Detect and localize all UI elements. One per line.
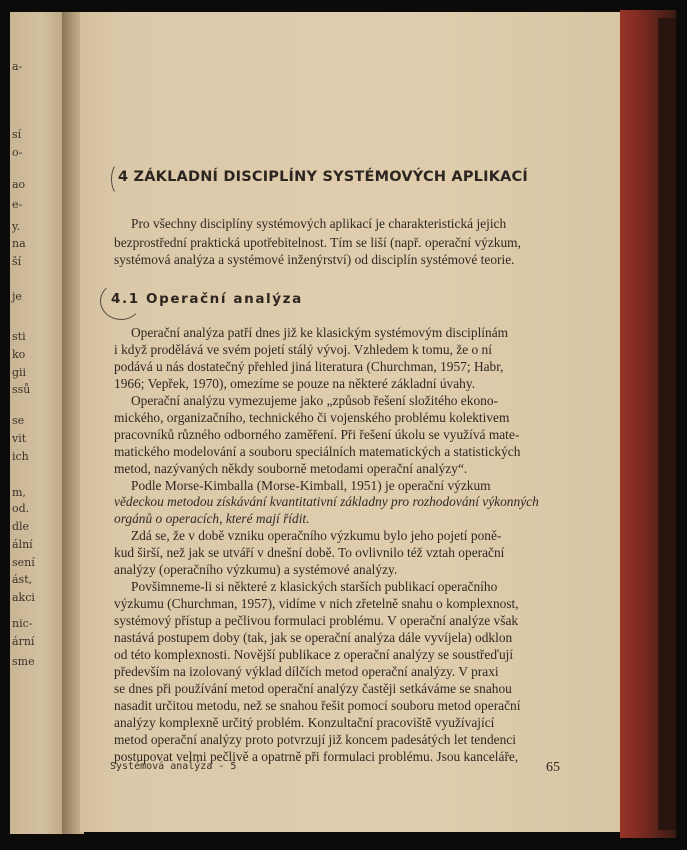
chapter-heading: 4 ZÁKLADNÍ DISCIPLÍNY SYSTÉMOVÝCH APLIKACÍ [118,169,528,185]
prev-page-fragment: je [12,290,22,303]
text-line: podává u nás dostatečný přehled jiná literatura (Churchman, 1957; Habr, [114,359,504,374]
text-line: od této komplexnosti. Novější publikace z operační analýzy se soustřeďují [114,647,514,662]
prev-page-fragment: e- [12,198,23,211]
prev-page-fragment: se [12,414,25,427]
prev-page-fragment: nic- [12,617,33,630]
text-line: analýzy komplexně určitý problém. Konzultační pracoviště využívající [114,715,495,730]
running-footer: Systémová analýza - 5 [110,761,237,772]
text-line: nasadit určitou metodu, než se snahou řešit pomocí souboru metod operační [114,698,521,713]
text-line: Podle Morse-Kimballa (Morse-Kimball, 1951) je operační výzkum [131,478,491,493]
text-line: postupovat velmi pečlivě a opatrně při formulaci problému. Jsou kanceláře, [114,749,519,764]
text-line: vědeckou metodou získávání kvantitativní základny pro rozhodování výkonných [114,494,539,509]
prev-page-fragment: ální [12,538,33,551]
prev-page-fragment: sme [12,655,35,668]
prev-page-fragment: ární [12,635,35,648]
prev-page-fragment: ást, [12,573,33,586]
prev-page-fragment: akci [12,591,35,604]
prev-page-fragment: ssů [12,383,31,396]
prev-page-fragment: m, [12,486,26,499]
prev-page-fragment: sí [12,128,22,141]
text-line: Operační analýza patří dnes již ke klasickým systémovým disciplínám [131,325,509,340]
text-line: analýzy (operačního výzkumu) a systémové analýzy. [114,562,398,577]
text-line: systémový přístup a pečlivou formulaci problému. V operační analýze však [114,613,519,628]
prev-page-fragment: ao [12,178,26,191]
pencil-circle-section [100,282,142,320]
prev-page-fragment: sení [12,556,35,569]
prev-page-fragment: od. [12,502,30,515]
section-heading: 4.1 Operační analýza [111,291,303,307]
prev-page-fragment: y. [12,220,21,233]
prev-page-fragment: sti [12,330,26,343]
text-line: 1966; Vepřek, 1970), omezíme se pouze na některé základní úvahy. [114,376,476,391]
previous-page-edge [10,12,68,834]
prev-page-fragment: gii [12,366,27,379]
text-line: výzkumu (Churchman, 1957), vidíme v nich zřetelně snahu o komplexnost, [114,596,519,611]
text-line: orgánů o operacích, které mají řídit. [114,511,310,526]
text-line: metod, nazývaných někdy souborně metodami operační analýzy“. [114,461,468,476]
text-line: Zdá se, že v době vzniku operačního výzkumu bylo jeho pojetí poně- [131,528,502,543]
page-number: 65 [546,760,560,775]
prev-page-fragment: ší [12,255,22,268]
pencil-mark-chapter [111,163,127,195]
text-line: mického, organizačního, technického či vojenského problému kolektivem [114,410,510,425]
text-line: Operační analýzu vymezujeme jako „způsob řešení složitého ekono- [131,393,498,408]
text-line: matického modelování a souboru speciálních matematických a statistických [114,444,521,459]
prev-page-fragment: na [12,237,26,250]
text-line: i když prodělává ve svém pojetí stálý vývoj. Vzhledem k tomu, že o ní [114,342,492,357]
book-cover-shadow [658,18,676,830]
text-line: metod operační analýzy proto potvrzují již koncem padesátých let tendenci [114,732,516,747]
text-line: nastává postupem doby (tak, jak se operační analýza dále vyvíjela) odklon [114,630,513,645]
text-line: se dnes při používání metod operační analýzy častěji setkáváme se snahou [114,681,512,696]
text-line: systémová analýza a systémové inženýrství) od disciplín systémové teorie. [114,252,515,267]
prev-page-fragment: ko [12,348,26,361]
text-line: pracovníků různého odborného zaměření. Při řešení úkolu se využívá mate- [114,427,520,442]
prev-page-fragment: ich [12,450,29,463]
prev-page-fragment: a- [12,60,23,73]
text-line: Povšimneme-li si některé z klasických starších publikací operačního [131,579,498,594]
text-line: kud širší, než jak se utváří v dnešní době. To ovlivnilo též vztah operační [114,545,505,560]
text-line: Pro všechny disciplíny systémových aplikací je charakteristická jejich [131,216,507,231]
prev-page-fragment: o- [12,146,23,159]
prev-page-fragment: dle [12,520,30,533]
text-line: bezprostřední praktická upotřebitelnost. Tím se liší (např. operační výzkum, [114,235,521,250]
prev-page-fragment: vit [12,432,27,445]
text-line: především na izolovaný výklad dílčích metod operační analýzy. V praxi [114,664,499,679]
